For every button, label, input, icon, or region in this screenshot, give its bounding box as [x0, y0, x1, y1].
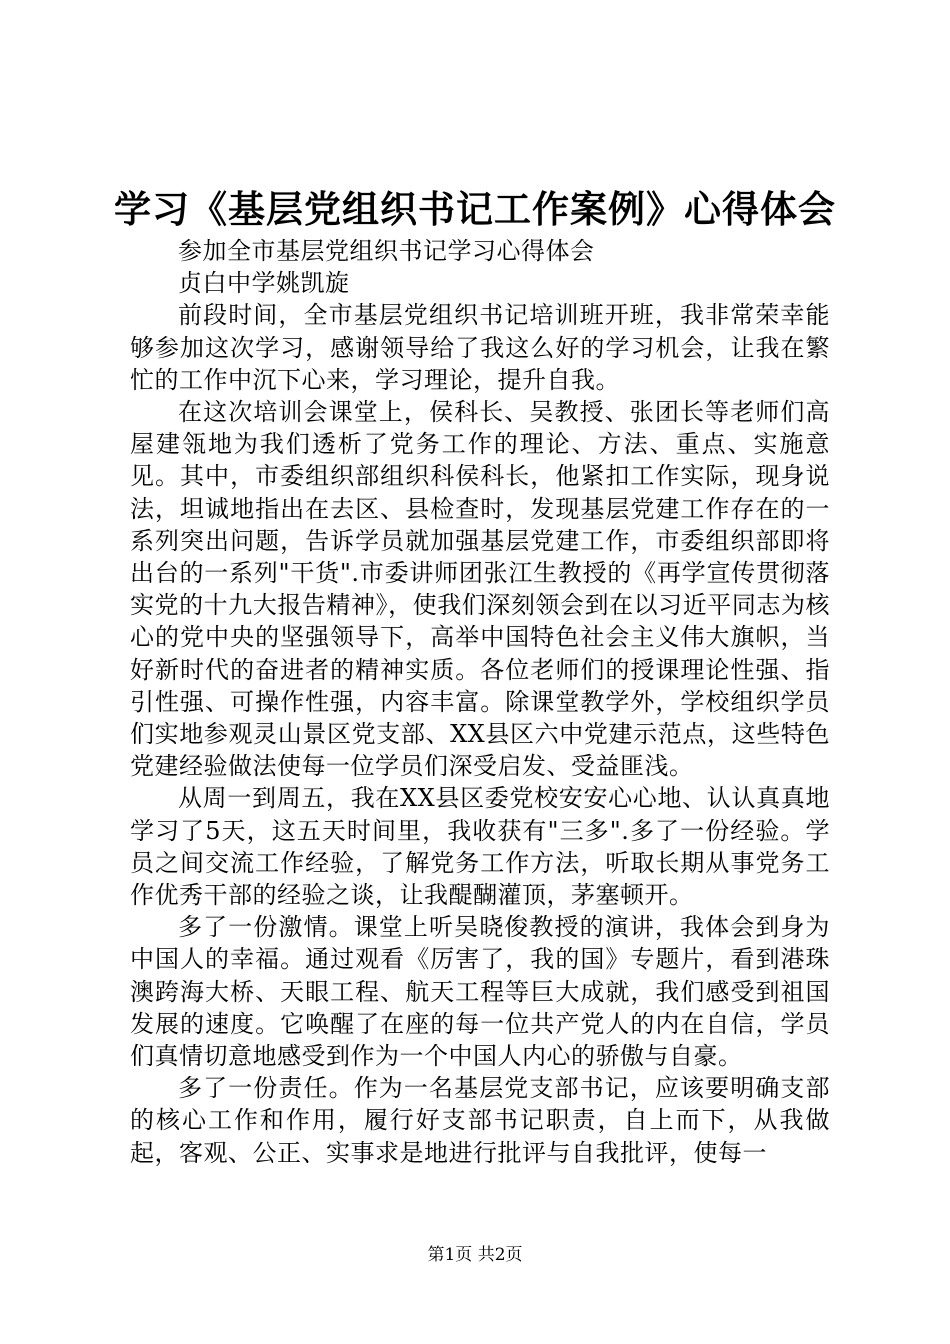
- paragraph: 多了一份激情。课堂上听吴晓俊教授的演讲，我体会到身为中国人的幸福。通过观看《厉害了，我的国》专题片，看到港珠澳跨海大桥、天眼工程、航天工程等巨大成就，我们感受到祖国发展的速度。它唤醒了在座的每一位共产党人的内在自信，学员们真情切意地感受到作为一个中国人内心的骄傲与自豪。: [130, 913, 830, 1071]
- page-footer: 第1页 共2页: [427, 1245, 523, 1265]
- paragraph-author: 贞白中学姚凯旋: [178, 269, 350, 298]
- paragraph: 多了一份责任。作为一名基层党支部书记，应该要明确支部的核心工作和作用，履行好支部书记职责，自上而下，从我做起，客观、公正、实事求是地进行批评与自我批评，使每一: [130, 1074, 830, 1167]
- paragraph: 从周一到周五，我在XX县区委党校安安心心地、认认真真地学习了5天，这五天时间里，我收获有"三多".多了一份经验。学员之间交流工作经验，了解党务工作方法，听取长期从事党务工作优秀干部的经验之谈，让我醍醐灌顶，茅塞顿开。: [130, 784, 830, 910]
- document-title: 学习《基层党组织书记工作案例》心得体会: [114, 187, 836, 231]
- document-body: [130, 235, 830, 1169]
- paragraph: 在这次培训会课堂上，侯科长、吴教授、张团长等老师们高屋建瓴地为我们透析了党务工作的理论、方法、重点、实施意见。其中，市委组织部组织科侯科长，他紧扣工作实际，现身说法，坦诚地指出在去区、县检查时，发现基层党建工作存在的一系列突出问题，告诉学员就加强基层党建工作，市委组织部即将出台的一系列"干货".市委讲师团张江生教授的《再学宣传贯彻落实党的十九大报告精神》，使我们深刻领会到在以习近平同志为核心的党中央的坚强领导下，高举中国特色社会主义伟大旗帜，当好新时代的奋进者的精神实质。各位老师们的授课理论性强、指引性强、可操作性强，内容丰富。除课堂教学外，学校组织学员们实地参观灵山景区党支部、XX县区六中党建示范点，这些特色党建经验做法使每一位学员们深受启发、受益匪浅。: [130, 398, 830, 781]
- paragraph-subtitle: 参加全市基层党组织书记学习心得体会: [178, 237, 595, 265]
- paragraph: 前段时间，全市基层党组织书记培训班开班，我非常荣幸能够参加这次学习，感谢领导给了我这么好的学习机会，让我在繁忙的工作中沉下心来，学习理论，提升自我。: [130, 301, 830, 394]
